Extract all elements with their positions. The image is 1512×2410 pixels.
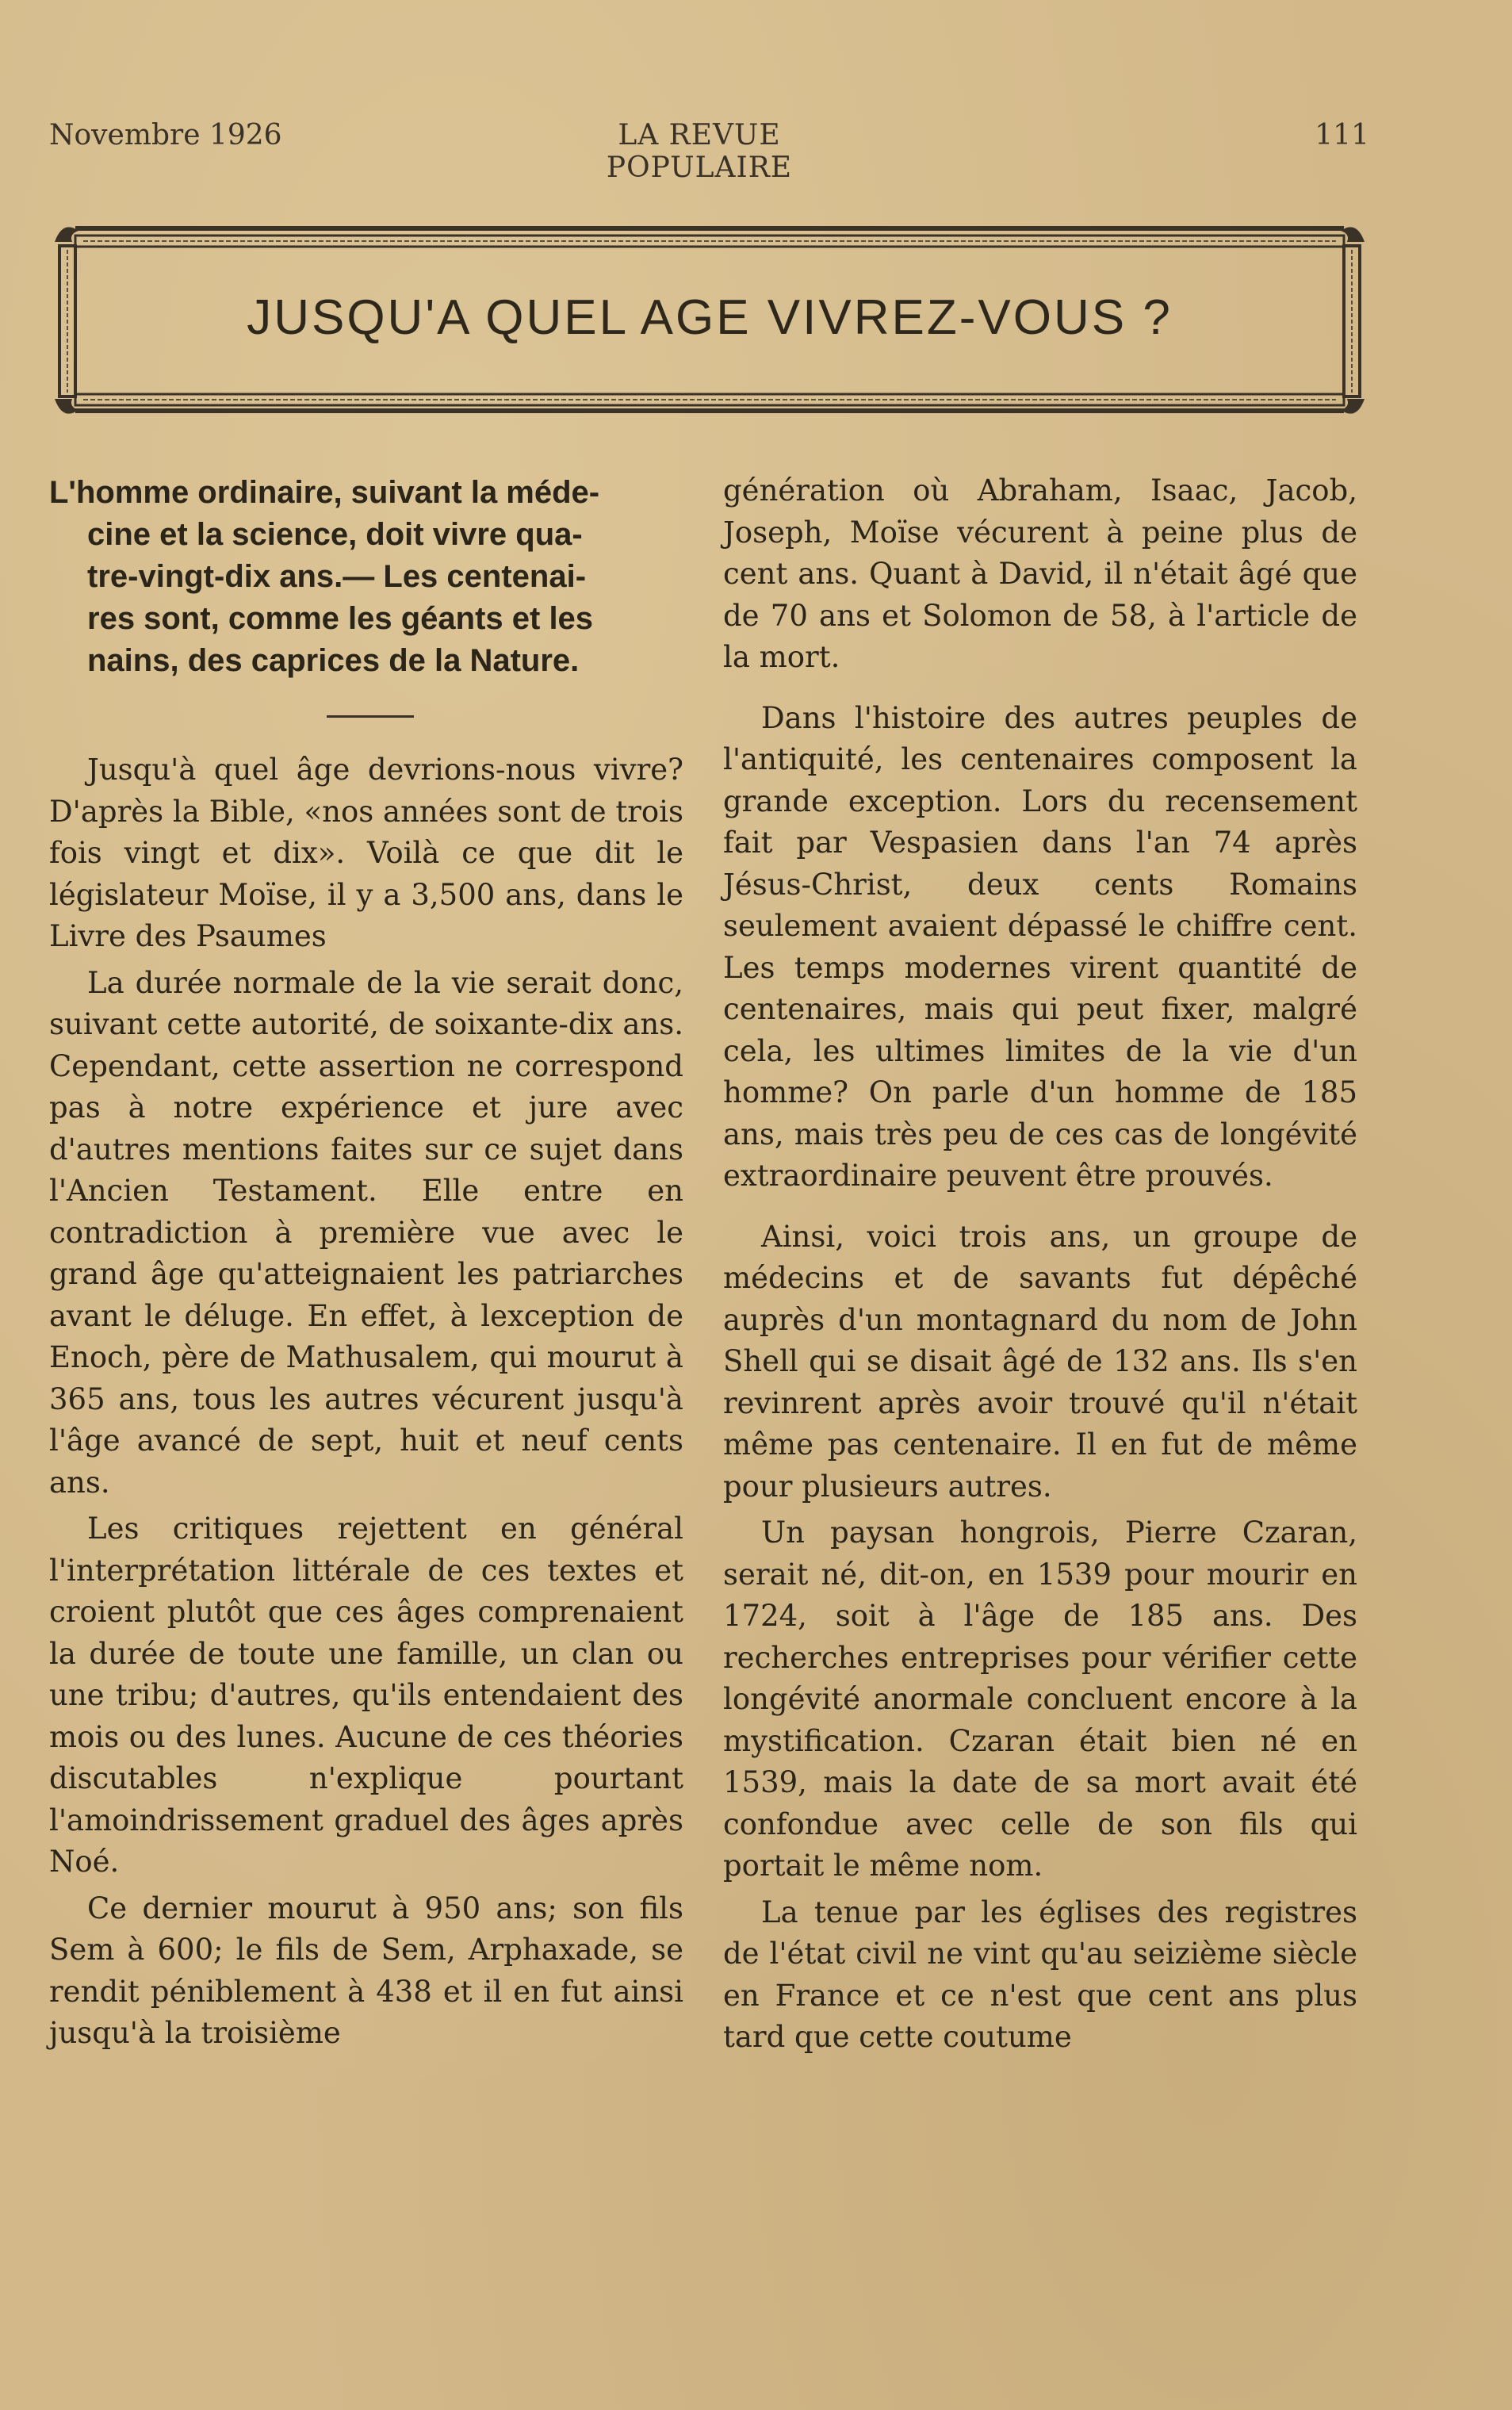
article-lead: [49, 472, 683, 682]
lead-line: cine et la science, doit vivre qua-: [87, 517, 583, 552]
running-header: [49, 119, 1369, 184]
section-divider: [327, 715, 414, 718]
body-paragraph: génération où Abraham, Isaac, Jacob, Joseph, Moïse vécurent à peine plus de cent ans. Quant à David, il n'était âgé que de 70 ans et Solomon de 58, à l'article de la mort.: [723, 473, 1357, 674]
title-frame: [52, 218, 1368, 420]
issue-date: Novembre 1926: [49, 119, 282, 151]
page-number: 111: [1315, 119, 1369, 151]
body-paragraph: Ce dernier mourut à 950 ans; son fils Sem à 600; le fils de Sem, Arphaxade, se rendit péniblement à 438 et il en fut ainsi jusqu'à la troisième: [49, 1891, 683, 2050]
lead-line: res sont, comme les géants et les: [87, 601, 594, 636]
article-title: JUSQU'A QUEL AGE VIVREZ-VOUS ?: [247, 290, 1173, 345]
body-paragraph: La durée normale de la vie serait donc, suivant cette autorité, de soixante-dix ans. Cependant, cette assertion ne correspond pas à notre expérience et jure avec d'autres mentions faites sur ce sujet dans l'Ancien Testament. Elle entre en contradiction à première vue avec le grand âge qu'atteignaient les patriarches avant le déluge. En effet, à lexception de Enoch, père de Mathusalem, qui mourut à 365 ans, tous les autres vécurent jusqu'à l'âge avancé de sept, huit et neuf cents ans.: [49, 965, 683, 1500]
body-paragraph: Jusqu'à quel âge devrions-nous vivre? D'après la Bible, «nos années sont de trois fois vingt et dix». Voilà ce que dit le législateur Moïse, il y a 3,500 ans, dans le Livre des Psaumes: [49, 753, 683, 953]
left-column: [49, 472, 683, 2055]
body-paragraph: Dans l'histoire des autres peuples de l'antiquité, les centenaires composent la grande exception. Lors du recensement fait par Vespasien dans l'an 74 après Jésus-Christ, deux cents Romains seulement avaient dépassé le chiffre cent. Les temps modernes virent quantité de centenaires, mais qui peut fixer, malgré cela, les ultimes limites de la vie d'un homme? On parle d'un homme de 185 ans, mais très peu de ces cas de longévité extraordinaire peuvent être prouvés.: [723, 700, 1357, 1193]
magazine-name: LA REVUE POPULAIRE: [606, 119, 793, 184]
body-paragraph: Un paysan hongrois, Pierre Czaran, serait né, dit-on, en 1539 pour mourir en 1724, soit à l'âge de 185 ans. Des recherches entreprises pour vérifier cette longévité anormale concluent encore à la mystification. Czaran était bien né en 1539, mais la date de sa mort avait été confondue avec celle de son fils qui portait le même nom.: [723, 1515, 1357, 1883]
body-paragraph: La tenue par les églises des registres de l'état civil ne vint qu'au seizième siècle en France et ce n'est que cent ans plus tard que cette coutume: [723, 1895, 1357, 2054]
lead-line: tre-vingt-dix ans.— Les centenai-: [87, 559, 587, 594]
body-paragraph: Les critiques rejettent en général l'interprétation littérale de ces textes et croient plutôt que ces âges comprenaient la durée de toute une famille, un clan ou une tribu; d'autres, qu'ils entendaient des mois ou des lunes. Aucune de ces théories discutables n'explique pourtant l'amoindrissement graduel des âges après Noé.: [49, 1512, 683, 1879]
lead-line: nains, des caprices de la Nature.: [87, 643, 580, 678]
body-paragraph: Ainsi, voici trois ans, un groupe de médecins et de savants fut dépêché auprès d'un montagnard du nom de John Shell qui se disait âgé de 132 ans. Ils s'en revinrent après avoir trouvé qu'il n'était même pas centenaire. Il en fut de même pour plusieurs autres.: [723, 1219, 1357, 1504]
lead-line: L'homme ordinaire, suivant la méde-: [49, 475, 600, 510]
right-column: [723, 472, 1357, 2059]
